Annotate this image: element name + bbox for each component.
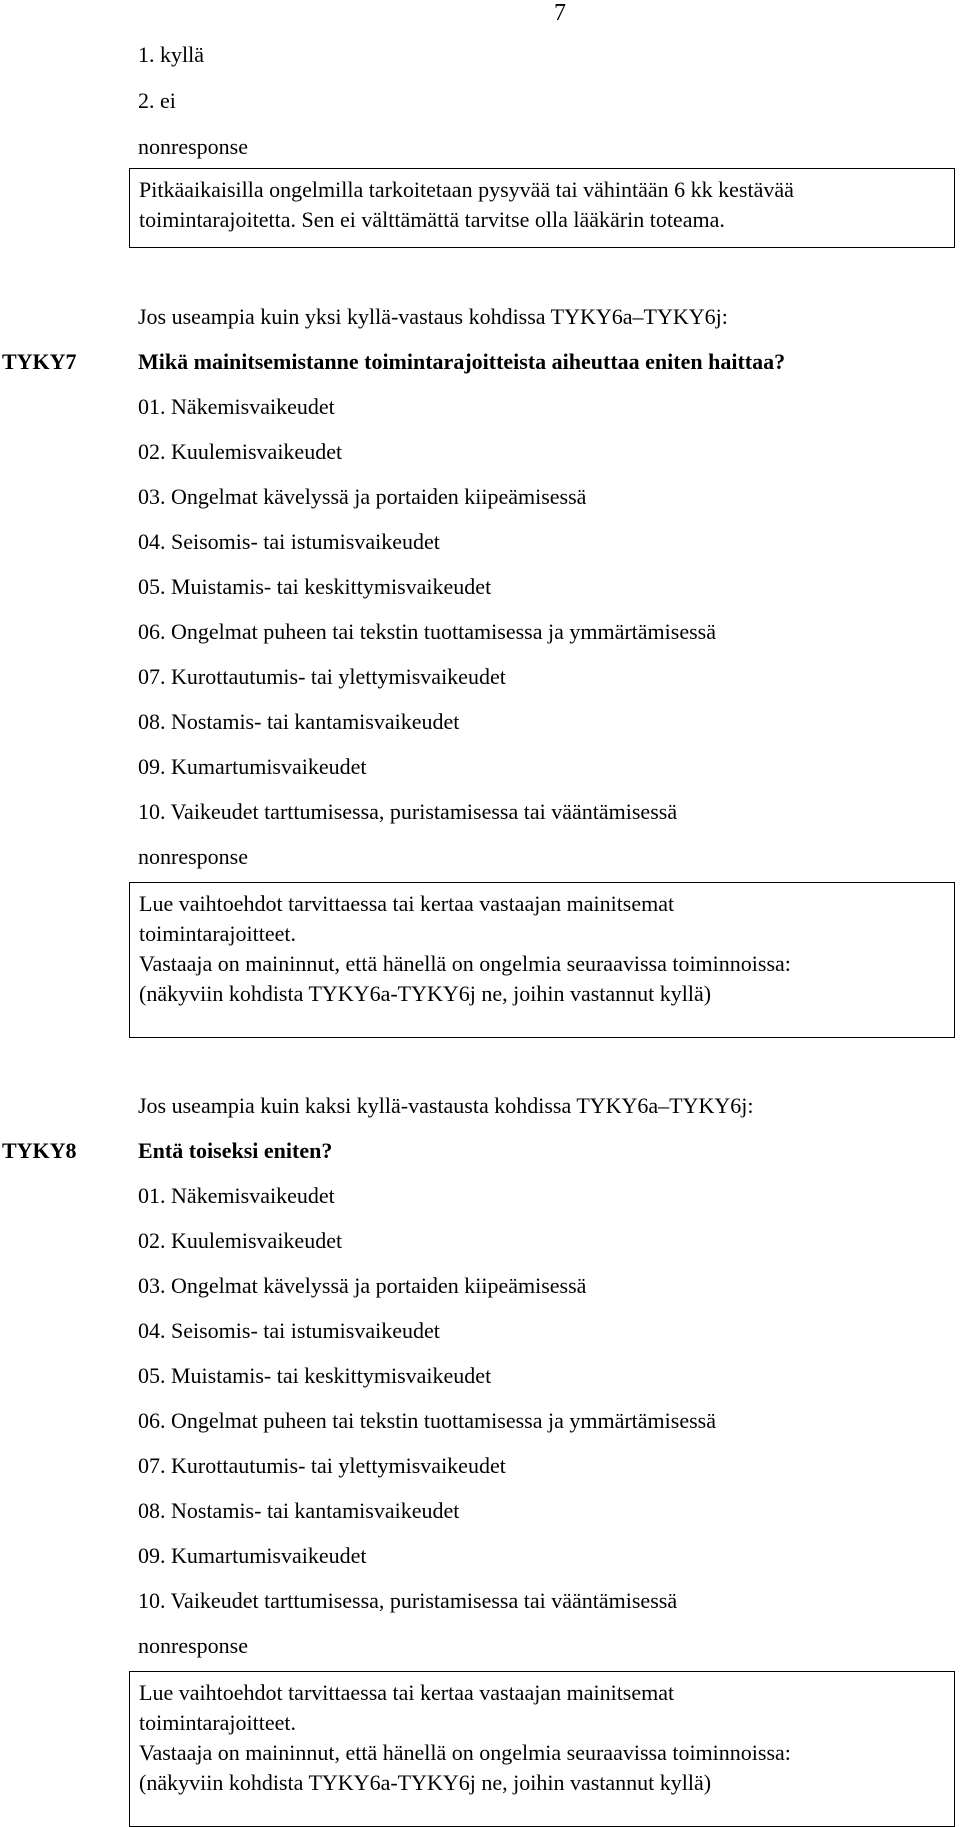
note-line: toimintarajoitteet. [139,1710,297,1735]
tyky8-option: 09. Kumartumisvaikeudet [138,1543,367,1568]
tyky7-question: Mikä mainitsemistanne toimintarajoitteista aiheuttaa eniten haittaa? [138,349,786,374]
note-line: Lue vaihtoehdot tarvittaessa tai kertaa vastaajan mainitsemat [139,891,675,916]
tyky7-option: 10. Vaikeudet tarttumisessa, puristamisessa tai vääntämisessä [138,799,678,824]
tyky8-option: 01. Näkemisvaikeudet [138,1183,335,1208]
note-line: toimintarajoitetta. Sen ei välttämättä tarvitse olla lääkärin toteama. [139,207,725,232]
tyky8-condition: Jos useampia kuin kaksi kyllä-vastausta kohdissa TYKY6a–TYKY6j: [138,1093,754,1118]
question-id-tyky8: TYKY8 [2,1138,77,1163]
tyky7-option: 09. Kumartumisvaikeudet [138,754,367,779]
prev-answer-option: 2. ei [138,88,176,113]
note-line: (näkyviin kohdista TYKY6a-TYKY6j ne, joihin vastannut kyllä) [139,981,712,1006]
tyky7-option: 08. Nostamis- tai kantamisvaikeudet [138,709,460,734]
tyky7-option: 06. Ongelmat puheen tai tekstin tuottamisessa ja ymmärtämisessä [138,619,716,644]
note-line: Vastaaja on maininnut, että hänellä on ongelmia seuraavissa toiminnoissa: [139,951,791,976]
tyky7-option: 02. Kuulemisvaikeudet [138,439,343,464]
page-number: 7 [554,0,566,26]
tyky8-option: 02. Kuulemisvaikeudet [138,1228,343,1253]
tyky8-option: 03. Ongelmat kävelyssä ja portaiden kiipeämisessä [138,1273,587,1298]
question-id-tyky7: TYKY7 [2,349,77,374]
prev-interviewer-note [129,168,955,248]
note-line: Lue vaihtoehdot tarvittaessa tai kertaa vastaajan mainitsemat [139,1680,675,1705]
note-line: Pitkäaikaisilla ongelmilla tarkoitetaan pysyvää tai vähintään 6 kk kestävää [139,177,794,202]
tyky7-option: 03. Ongelmat kävelyssä ja portaiden kiipeämisessä [138,484,587,509]
prev-answer-option: 1. kyllä [138,42,204,67]
tyky8-option: 05. Muistamis- tai keskittymisvaikeudet [138,1363,492,1388]
tyky7-option: 04. Seisomis- tai istumisvaikeudet [138,529,440,554]
tyky7-option: 05. Muistamis- tai keskittymisvaikeudet [138,574,492,599]
prev-answer-nonresponse: nonresponse [138,134,248,159]
tyky8-nonresponse: nonresponse [138,1633,248,1658]
tyky8-option: 06. Ongelmat puheen tai tekstin tuottamisessa ja ymmärtämisessä [138,1408,716,1433]
tyky7-option: 01. Näkemisvaikeudet [138,394,335,419]
tyky8-option: 04. Seisomis- tai istumisvaikeudet [138,1318,440,1343]
note-line: Vastaaja on maininnut, että hänellä on ongelmia seuraavissa toiminnoissa: [139,1740,791,1765]
tyky7-interviewer-note [129,882,955,1038]
tyky8-option: 08. Nostamis- tai kantamisvaikeudet [138,1498,460,1523]
tyky7-option: 07. Kurottautumis- tai ylettymisvaikeudet [138,664,506,689]
note-line: (näkyviin kohdista TYKY6a-TYKY6j ne, joihin vastannut kyllä) [139,1770,712,1795]
tyky7-nonresponse: nonresponse [138,844,248,869]
tyky8-option: 10. Vaikeudet tarttumisessa, puristamisessa tai vääntämisessä [138,1588,678,1613]
tyky8-option: 07. Kurottautumis- tai ylettymisvaikeudet [138,1453,506,1478]
tyky8-interviewer-note [129,1671,955,1827]
tyky8-question: Entä toiseksi eniten? [138,1138,333,1163]
note-line: toimintarajoitteet. [139,921,297,946]
tyky7-condition: Jos useampia kuin yksi kyllä-vastaus kohdissa TYKY6a–TYKY6j: [138,304,728,329]
